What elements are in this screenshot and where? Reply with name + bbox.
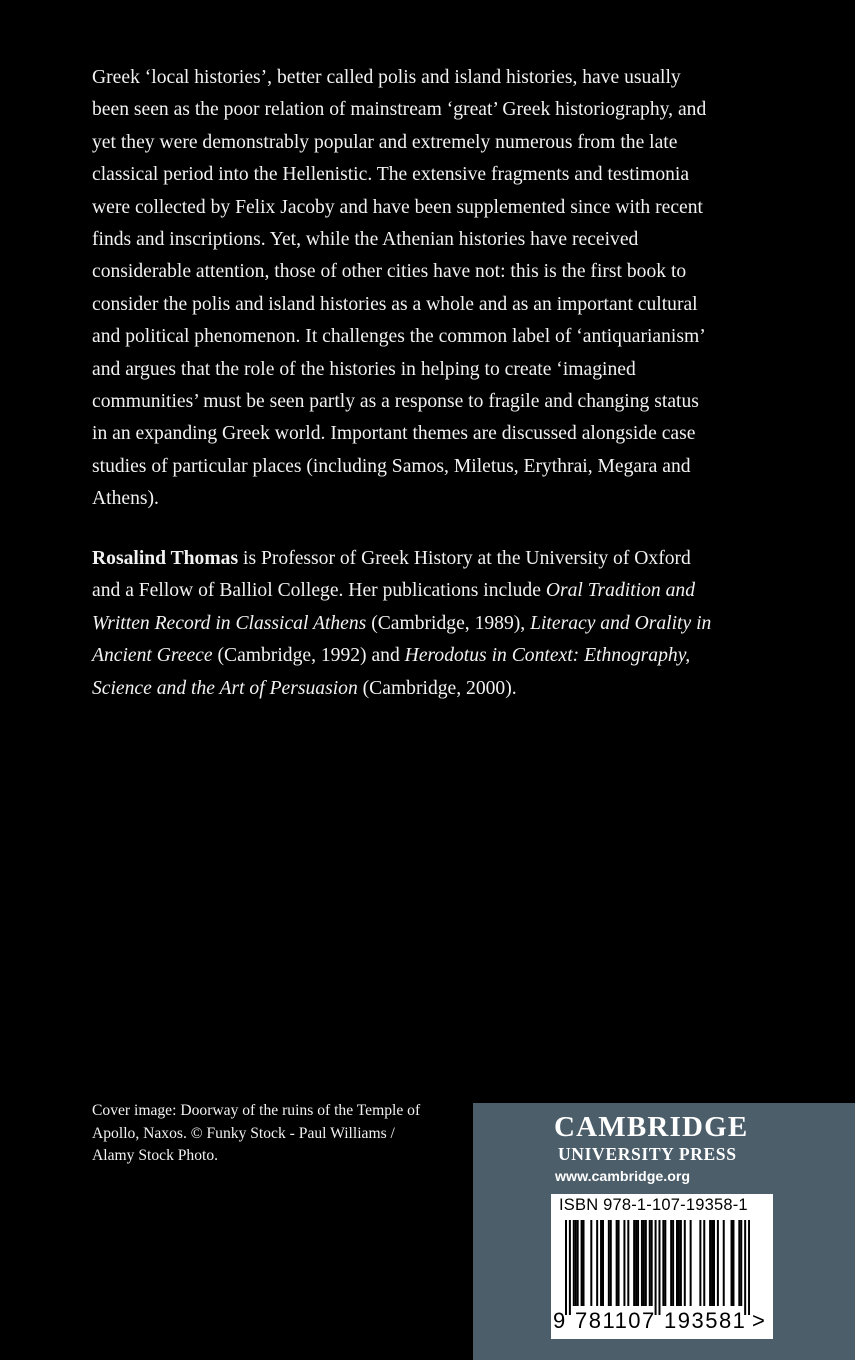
barcode-bar (608, 1220, 610, 1306)
barcode-bar (672, 1220, 674, 1306)
barcode-bar (658, 1220, 660, 1315)
barcode-arrow: > (752, 1308, 767, 1333)
author-name: Rosalind Thomas (92, 548, 239, 569)
bio-text-3: (Cambridge, 1992) and (212, 645, 405, 667)
barcode-bar (731, 1220, 733, 1306)
barcode-bar (616, 1220, 618, 1306)
barcode-bar (633, 1220, 635, 1306)
barcode-bar (709, 1220, 711, 1306)
bio-book-3: Herodotus in Context: Ethnography, Science and the Art of Persuasion (92, 645, 691, 699)
barcode-bar (690, 1220, 692, 1306)
publisher-logo (554, 1111, 776, 1165)
barcode-bar (678, 1220, 680, 1306)
barcode-bar (684, 1220, 686, 1306)
barcode-bar (662, 1220, 664, 1306)
barcode-bar (740, 1220, 742, 1306)
bio-book-2: Literacy and Orality in Ancient Greece (92, 612, 712, 667)
barcode-bar (699, 1220, 701, 1306)
publisher-subname: UNIVERSITY PRESS (558, 1144, 737, 1164)
isbn-label: ISBN 978-1-107-19358-1 (559, 1196, 748, 1214)
bio-text-1: is Professor of Greek History at the University of Oxford and a Fellow of Balliol College. Her publications include (92, 548, 691, 602)
barcode-digits-left: 781107 (575, 1308, 656, 1333)
barcode-bar (717, 1220, 719, 1306)
barcode-bar (649, 1220, 651, 1306)
barcode-bar (573, 1220, 575, 1306)
barcode-bar (600, 1220, 602, 1306)
barcode-bars (565, 1220, 750, 1315)
book-blurb: Greek ‘local histories’, better called polis and island histories, have usually been seen as the poor relation of mainstream ‘great’ Greek historiography, and yet they were demonstrably popular and extremely numerous from the late classical period into the Hellenistic. The extensive fragments and testimonia were collected by Felix Jacoby and have been supplemented since with recent finds and inscriptions. Yet, while the Athenian histories have received considerable attention, those of other cities have not: this is the first book to consider the polis and island histories as a whole and as an important cultural and political phenomenon. It challenges the common label of ‘antiquarianism’ and argues that the role of the histories in helping to create ‘imagined communities’ must be seen partly as a response to fragile and changing status in an expanding Greek world. Important themes are discussed alongside case studies of particular places (including Samos, Miletus, Erythrai, Megara and Athens). (92, 67, 707, 510)
barcode-bar (713, 1220, 715, 1306)
barcode-bar (610, 1220, 612, 1306)
barcode-bar (703, 1220, 705, 1306)
publisher-name: CAMBRIDGE (554, 1111, 749, 1143)
barcode-bar (641, 1220, 643, 1306)
barcode-bar (748, 1220, 750, 1315)
publisher-panel (473, 1103, 855, 1360)
barcode-bar (596, 1220, 598, 1306)
barcode-digits-right: 193581 (664, 1308, 747, 1333)
cover-image-credit: Cover image: Doorway of the ruins of the Temple of Apollo, Naxos. © Funky Stock - Paul Williams / Alamy Stock Photo. (92, 1102, 421, 1165)
barcode-bar (565, 1220, 567, 1315)
barcode-bar (676, 1220, 678, 1306)
barcode-bar (569, 1220, 571, 1315)
barcode-bar (643, 1220, 645, 1306)
barcode-bar (645, 1220, 647, 1306)
barcode-bar (575, 1220, 577, 1306)
barcode-bar (664, 1220, 666, 1306)
barcode-bar (602, 1220, 604, 1306)
barcode-bar (590, 1220, 592, 1306)
barcode-bar (651, 1220, 653, 1306)
barcode-box (551, 1194, 773, 1339)
barcode-bar (655, 1220, 657, 1315)
barcode-bar (711, 1220, 713, 1306)
barcode-bar (723, 1220, 725, 1306)
barcode-bar (738, 1220, 740, 1306)
bio-book-1: Oral Tradition and Written Record in Classical Athens (92, 580, 695, 634)
barcode-bar (637, 1220, 639, 1306)
barcode-bar (744, 1220, 746, 1315)
barcode-bar (627, 1220, 629, 1306)
barcode-bar (635, 1220, 637, 1306)
barcode-bar (670, 1220, 672, 1306)
bio-text-4: (Cambridge, 2000). (357, 677, 517, 699)
barcode-digit-first: 9 (553, 1308, 567, 1333)
barcode-bar (618, 1220, 620, 1306)
barcode-bar (583, 1220, 585, 1306)
barcode-bar (623, 1220, 625, 1306)
barcode-bar (581, 1220, 583, 1306)
barcode-bar (577, 1220, 579, 1306)
barcode-bar (680, 1220, 682, 1306)
barcode-bar (732, 1220, 734, 1306)
author-bio (92, 543, 717, 705)
publisher-url: www.cambridge.org (555, 1169, 691, 1185)
bio-text-2: (Cambridge, 1989), (366, 612, 531, 634)
